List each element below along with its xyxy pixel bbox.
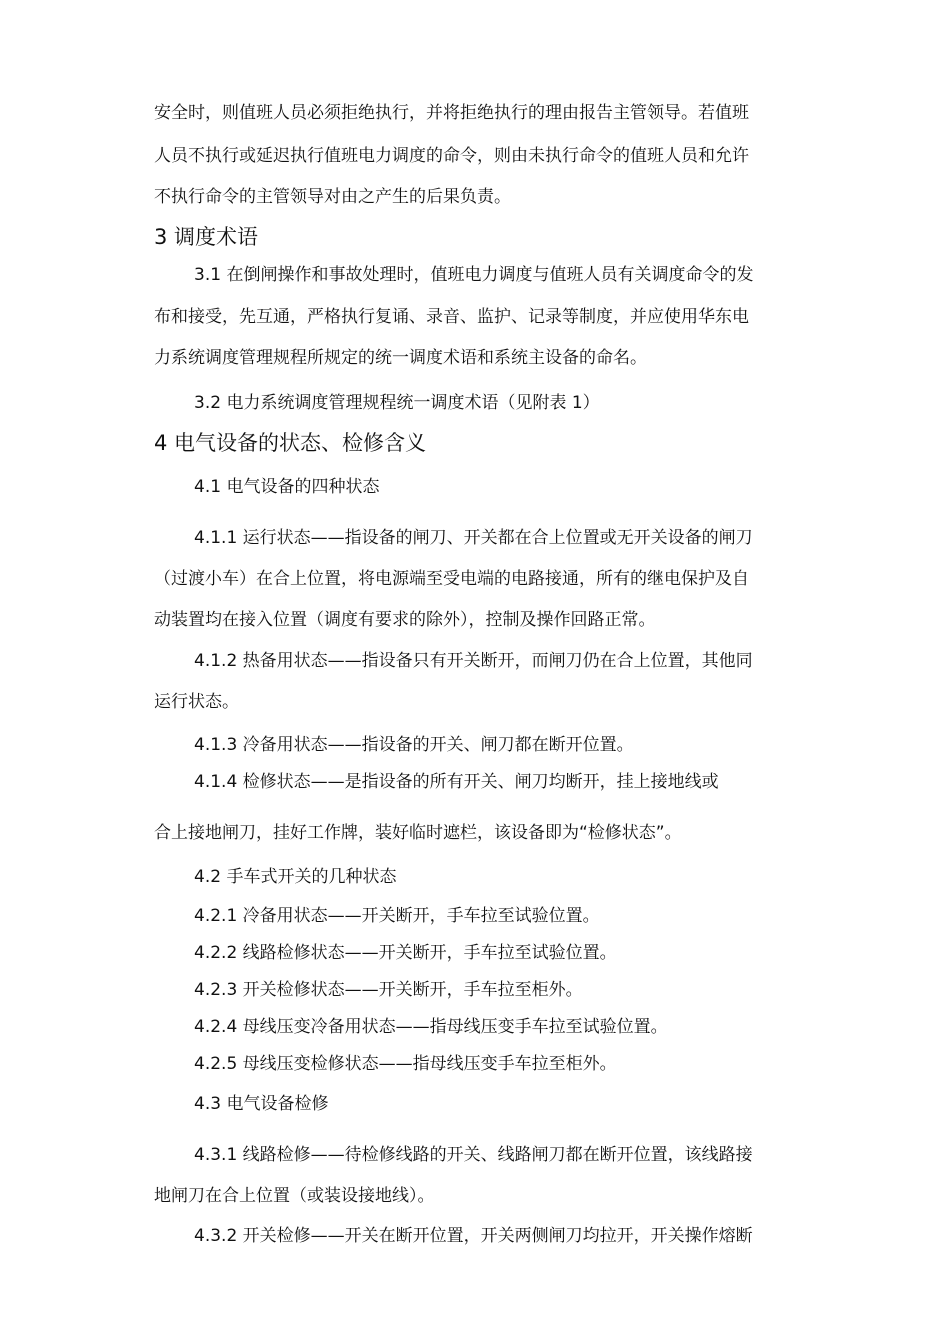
paragraph-line: 4.1.3 冷备用状态——指设备的开关、闸刀都在断开位置。 — [194, 735, 634, 755]
paragraph-line: 力系统调度管理规程所规定的统一调度术语和系统主设备的命名。 — [154, 348, 647, 368]
paragraph-line: （过渡小车）在合上位置，将电源端至受电端的电路接通，所有的继电保护及自 — [154, 569, 749, 589]
section-heading: 4 电气设备的状态、检修含义 — [154, 431, 427, 455]
section-heading: 3 调度术语 — [154, 225, 259, 249]
paragraph-line: 运行状态。 — [154, 692, 239, 712]
paragraph-line: 4.1.4 检修状态——是指设备的所有开关、闸刀均断开，挂上接地线或 — [194, 772, 719, 792]
paragraph-line: 4.2.1 冷备用状态——开关断开，手车拉至试验位置。 — [194, 906, 600, 926]
paragraph-line: 合上接地闸刀，挂好工作牌，装好临时遮栏，该设备即为“检修状态”。 — [154, 823, 682, 843]
paragraph-line: 4.2.3 开关检修状态——开关断开，手车拉至柜外。 — [194, 980, 583, 1000]
paragraph-line: 4.3.2 开关检修——开关在断开位置，开关两侧闸刀均拉开，开关操作熔断 — [194, 1226, 753, 1246]
paragraph-line: 4.1.2 热备用状态——指设备只有开关断开，而闸刀仍在合上位置，其他同 — [194, 651, 753, 671]
paragraph-line: 人员不执行或延迟执行值班电力调度的命令，则由未执行命令的值班人员和允许 — [154, 146, 749, 166]
paragraph-line: 3.2 电力系统调度管理规程统一调度术语（见附表 1） — [194, 393, 600, 413]
paragraph-line: 4.2.4 母线压变冷备用状态——指母线压变手车拉至试验位置。 — [194, 1017, 668, 1037]
subsection-heading: 4.3 电气设备检修 — [194, 1094, 329, 1114]
paragraph-line: 4.2.5 母线压变检修状态——指母线压变手车拉至柜外。 — [194, 1054, 617, 1074]
paragraph-line: 4.2.2 线路检修状态——开关断开，手车拉至试验位置。 — [194, 943, 617, 963]
paragraph-line: 不执行命令的主管领导对由之产生的后果负责。 — [154, 187, 511, 207]
subsection-heading: 4.2 手车式开关的几种状态 — [194, 867, 397, 887]
paragraph-line: 4.1.1 运行状态——指设备的闸刀、开关都在合上位置或无开关设备的闸刀 — [194, 528, 753, 548]
subsection-heading: 4.1 电气设备的四种状态 — [194, 477, 380, 497]
paragraph-line: 地闸刀在合上位置（或装设接地线）。 — [154, 1186, 435, 1206]
paragraph-line: 动装置均在接入位置（调度有要求的除外），控制及操作回路正常。 — [154, 610, 656, 630]
paragraph-line: 3.1 在倒闸操作和事故处理时，值班电力调度与值班人员有关调度命令的发 — [194, 265, 754, 285]
paragraph-line: 安全时，则值班人员必须拒绝执行，并将拒绝执行的理由报告主管领导。若值班 — [154, 103, 749, 123]
paragraph-line: 布和接受，先互通，严格执行复诵、录音、监护、记录等制度，并应使用华东电 — [154, 307, 749, 327]
paragraph-line: 4.3.1 线路检修——待检修线路的开关、线路闸刀都在断开位置，该线路接 — [194, 1145, 753, 1165]
